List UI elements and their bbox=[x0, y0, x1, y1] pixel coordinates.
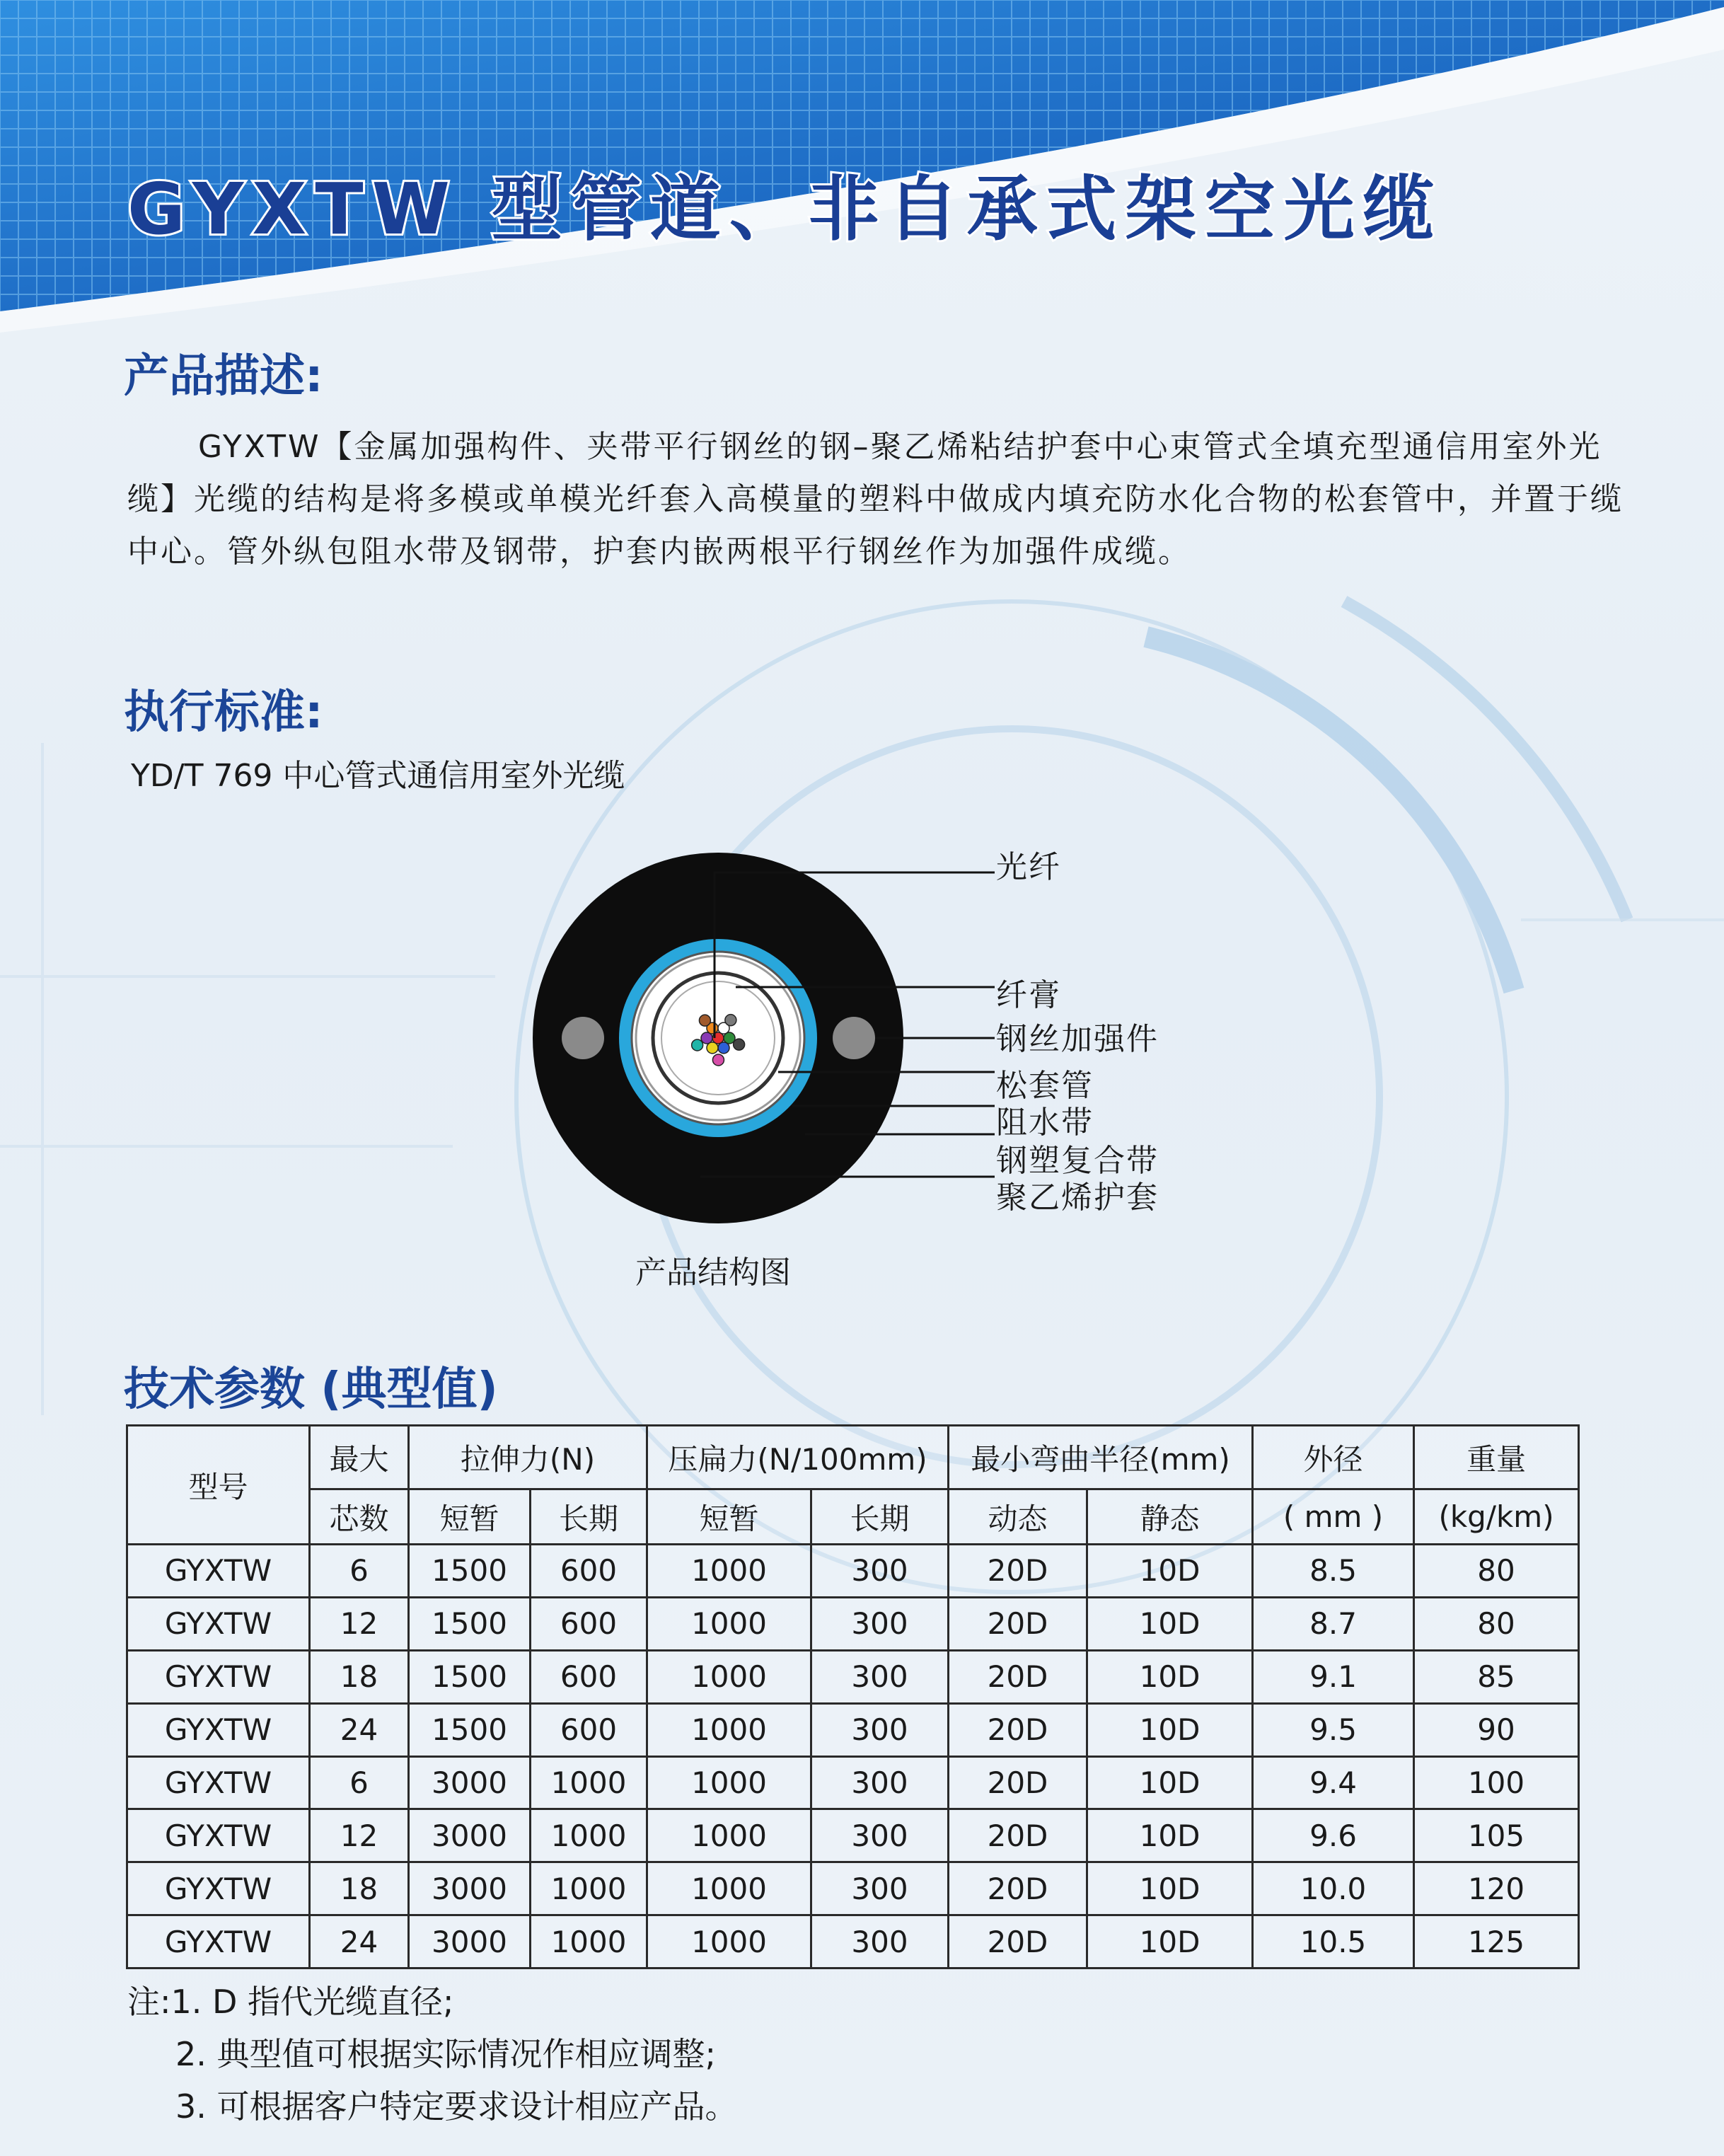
note-1: 注:1. D 指代光缆直径; bbox=[127, 1983, 454, 2021]
table-cell: 20D bbox=[949, 1809, 1087, 1862]
table-cell: GYXTW bbox=[127, 1650, 310, 1703]
table-cell: 9.5 bbox=[1253, 1703, 1414, 1756]
table-cell: 600 bbox=[531, 1703, 647, 1756]
header-crush: 压扁力(N/100mm) bbox=[647, 1426, 949, 1489]
table-row bbox=[127, 1650, 1579, 1703]
table-cell: 1500 bbox=[409, 1650, 531, 1703]
table-cell: 8.5 bbox=[1253, 1545, 1414, 1598]
table-cell: GYXTW bbox=[127, 1756, 310, 1809]
table-cell: 1000 bbox=[531, 1915, 647, 1968]
table-cell: 1000 bbox=[531, 1862, 647, 1915]
table-cell: 20D bbox=[949, 1915, 1087, 1968]
table-cell: 90 bbox=[1414, 1703, 1579, 1756]
table-cell: 10D bbox=[1087, 1545, 1253, 1598]
header-weight-1: 重量 bbox=[1414, 1426, 1579, 1489]
params-heading: 技术参数 (典型值) bbox=[124, 1364, 498, 1416]
page-title: GYXTW 型管道、非自承式架空光缆 bbox=[127, 168, 1442, 250]
table-cell: 8.7 bbox=[1253, 1597, 1414, 1650]
table-cell: 3000 bbox=[409, 1809, 531, 1862]
table-cell: 300 bbox=[811, 1862, 949, 1915]
table-cell: 1000 bbox=[531, 1809, 647, 1862]
notes bbox=[127, 1976, 738, 2133]
note-2: 2. 典型值可根据实际情况作相应调整; bbox=[175, 2035, 717, 2073]
table-cell: 300 bbox=[811, 1915, 949, 1968]
table-cell: 300 bbox=[811, 1809, 949, 1862]
header-tensile: 拉伸力(N) bbox=[409, 1426, 647, 1489]
header-bend-static: 静态 bbox=[1087, 1489, 1253, 1545]
header-bend-dynamic: 动态 bbox=[949, 1489, 1087, 1545]
table-cell: 20D bbox=[949, 1756, 1087, 1809]
table-cell: 100 bbox=[1414, 1756, 1579, 1809]
table-cell: 9.1 bbox=[1253, 1650, 1414, 1703]
table-cell: 10.5 bbox=[1253, 1915, 1414, 1968]
table-row bbox=[127, 1703, 1579, 1756]
header-weight-2: (kg/km) bbox=[1414, 1489, 1579, 1545]
table-cell: 12 bbox=[310, 1809, 409, 1862]
table-cell: GYXTW bbox=[127, 1809, 310, 1862]
table-cell: 1000 bbox=[647, 1703, 811, 1756]
header-cores-1: 最大 bbox=[310, 1426, 409, 1489]
table-cell: 120 bbox=[1414, 1862, 1579, 1915]
table-cell: 3000 bbox=[409, 1862, 531, 1915]
table-row bbox=[127, 1809, 1579, 1862]
table-cell: 1000 bbox=[647, 1545, 811, 1598]
table-cell: 18 bbox=[310, 1862, 409, 1915]
table-cell: GYXTW bbox=[127, 1915, 310, 1968]
table-cell: 1000 bbox=[647, 1597, 811, 1650]
table-cell: 10D bbox=[1087, 1597, 1253, 1650]
table-cell: 300 bbox=[811, 1650, 949, 1703]
table-cell: 80 bbox=[1414, 1597, 1579, 1650]
table-cell: 1500 bbox=[409, 1597, 531, 1650]
table-cell: 1000 bbox=[647, 1756, 811, 1809]
table-cell: 300 bbox=[811, 1597, 949, 1650]
table-cell: 1500 bbox=[409, 1703, 531, 1756]
table-cell: 9.4 bbox=[1253, 1756, 1414, 1809]
table-cell: GYXTW bbox=[127, 1703, 310, 1756]
table-cell: 85 bbox=[1414, 1650, 1579, 1703]
header-tensile-short: 短暂 bbox=[409, 1489, 531, 1545]
label-optical-fiber: 光纤 bbox=[996, 849, 1061, 885]
table-cell: GYXTW bbox=[127, 1597, 310, 1650]
header-crush-short: 短暂 bbox=[647, 1489, 811, 1545]
table-cell: 20D bbox=[949, 1545, 1087, 1598]
optical-fiber bbox=[718, 1042, 729, 1054]
table-cell: 10D bbox=[1087, 1703, 1253, 1756]
table-cell: GYXTW bbox=[127, 1862, 310, 1915]
table-cell: 600 bbox=[531, 1597, 647, 1650]
optical-fiber bbox=[712, 1054, 724, 1066]
header-diameter-1: 外径 bbox=[1253, 1426, 1414, 1489]
label-fiber-gel: 纤膏 bbox=[996, 977, 1061, 1013]
header-model: 型号 bbox=[127, 1426, 310, 1545]
table-cell: 20D bbox=[949, 1703, 1087, 1756]
table-cell: 3000 bbox=[409, 1756, 531, 1809]
table-cell: 18 bbox=[310, 1650, 409, 1703]
table-cell: 20D bbox=[949, 1650, 1087, 1703]
label-loose-tube: 松套管 bbox=[996, 1068, 1094, 1104]
table-cell: 20D bbox=[949, 1862, 1087, 1915]
standard-text: YD/T 769 中心管式通信用室外光缆 bbox=[131, 758, 625, 794]
table-cell: 1000 bbox=[647, 1862, 811, 1915]
header-cores-2: 芯数 bbox=[310, 1489, 409, 1545]
table-cell: 1000 bbox=[647, 1650, 811, 1703]
table-cell: 80 bbox=[1414, 1545, 1579, 1598]
header-tensile-long: 长期 bbox=[531, 1489, 647, 1545]
table-cell: 600 bbox=[531, 1650, 647, 1703]
table-cell: 6 bbox=[310, 1545, 409, 1598]
steel-wire-left bbox=[562, 1017, 604, 1059]
table-cell: 3000 bbox=[409, 1915, 531, 1968]
standard-heading: 执行标准: bbox=[124, 686, 323, 739]
table-row bbox=[127, 1597, 1579, 1650]
table-row bbox=[127, 1545, 1579, 1598]
label-steel-plastic-tape: 钢塑复合带 bbox=[996, 1143, 1159, 1179]
table-cell: 10D bbox=[1087, 1809, 1253, 1862]
description-heading: 产品描述: bbox=[124, 350, 323, 403]
label-steel-wire: 钢丝加强件 bbox=[996, 1021, 1159, 1057]
table-cell: 1000 bbox=[647, 1915, 811, 1968]
table-cell: 10D bbox=[1087, 1915, 1253, 1968]
table-row bbox=[127, 1915, 1579, 1968]
table-cell: 9.6 bbox=[1253, 1809, 1414, 1862]
note-3: 3. 可根据客户特定要求设计相应产品。 bbox=[175, 2087, 738, 2126]
diagram-caption: 产品结构图 bbox=[635, 1255, 791, 1291]
table-cell: 600 bbox=[531, 1545, 647, 1598]
steel-wire-right bbox=[833, 1017, 875, 1059]
table-cell: 300 bbox=[811, 1756, 949, 1809]
table-cell: 6 bbox=[310, 1756, 409, 1809]
optical-fiber bbox=[699, 1015, 710, 1026]
table-row bbox=[127, 1756, 1579, 1809]
table-cell: 1000 bbox=[531, 1756, 647, 1809]
optical-fiber bbox=[725, 1015, 736, 1026]
table-cell: 10D bbox=[1087, 1756, 1253, 1809]
table-cell: 24 bbox=[310, 1915, 409, 1968]
table-cell: 24 bbox=[310, 1703, 409, 1756]
table-cell: 1500 bbox=[409, 1545, 531, 1598]
header-diameter-2: ( mm ) bbox=[1253, 1489, 1414, 1545]
table-cell: 125 bbox=[1414, 1915, 1579, 1968]
header-bend-radius: 最小弯曲半径(mm) bbox=[949, 1426, 1253, 1489]
description-text: GYXTW【金属加强构件、夹带平行钢丝的钢–聚乙烯粘结护套中心束管式全填充型通信用室外光缆】光缆的结构是将多模或单模光纤套入高模量的塑料中做成内填充防水化合物的松套管中，并置于缆中心。管外纵包阻水带及钢带，护套内嵌两根平行钢丝作为加强件成缆。 bbox=[127, 429, 1624, 570]
table-row bbox=[127, 1862, 1579, 1915]
optical-fiber bbox=[734, 1039, 745, 1050]
table-cell: 12 bbox=[310, 1597, 409, 1650]
spec-table bbox=[126, 1424, 1580, 1969]
table-cell: GYXTW bbox=[127, 1545, 310, 1598]
label-water-blocking-tape: 阻水带 bbox=[996, 1105, 1094, 1141]
table-cell: 105 bbox=[1414, 1809, 1579, 1862]
header-crush-long: 长期 bbox=[811, 1489, 949, 1545]
table-cell: 300 bbox=[811, 1703, 949, 1756]
table-cell: 1000 bbox=[647, 1809, 811, 1862]
optical-fiber bbox=[692, 1039, 703, 1051]
label-pe-jacket: 聚乙烯护套 bbox=[996, 1180, 1159, 1216]
table-cell: 10D bbox=[1087, 1862, 1253, 1915]
table-cell: 10D bbox=[1087, 1650, 1253, 1703]
table-cell: 20D bbox=[949, 1597, 1087, 1650]
table-cell: 300 bbox=[811, 1545, 949, 1598]
table-cell: 10.0 bbox=[1253, 1862, 1414, 1915]
